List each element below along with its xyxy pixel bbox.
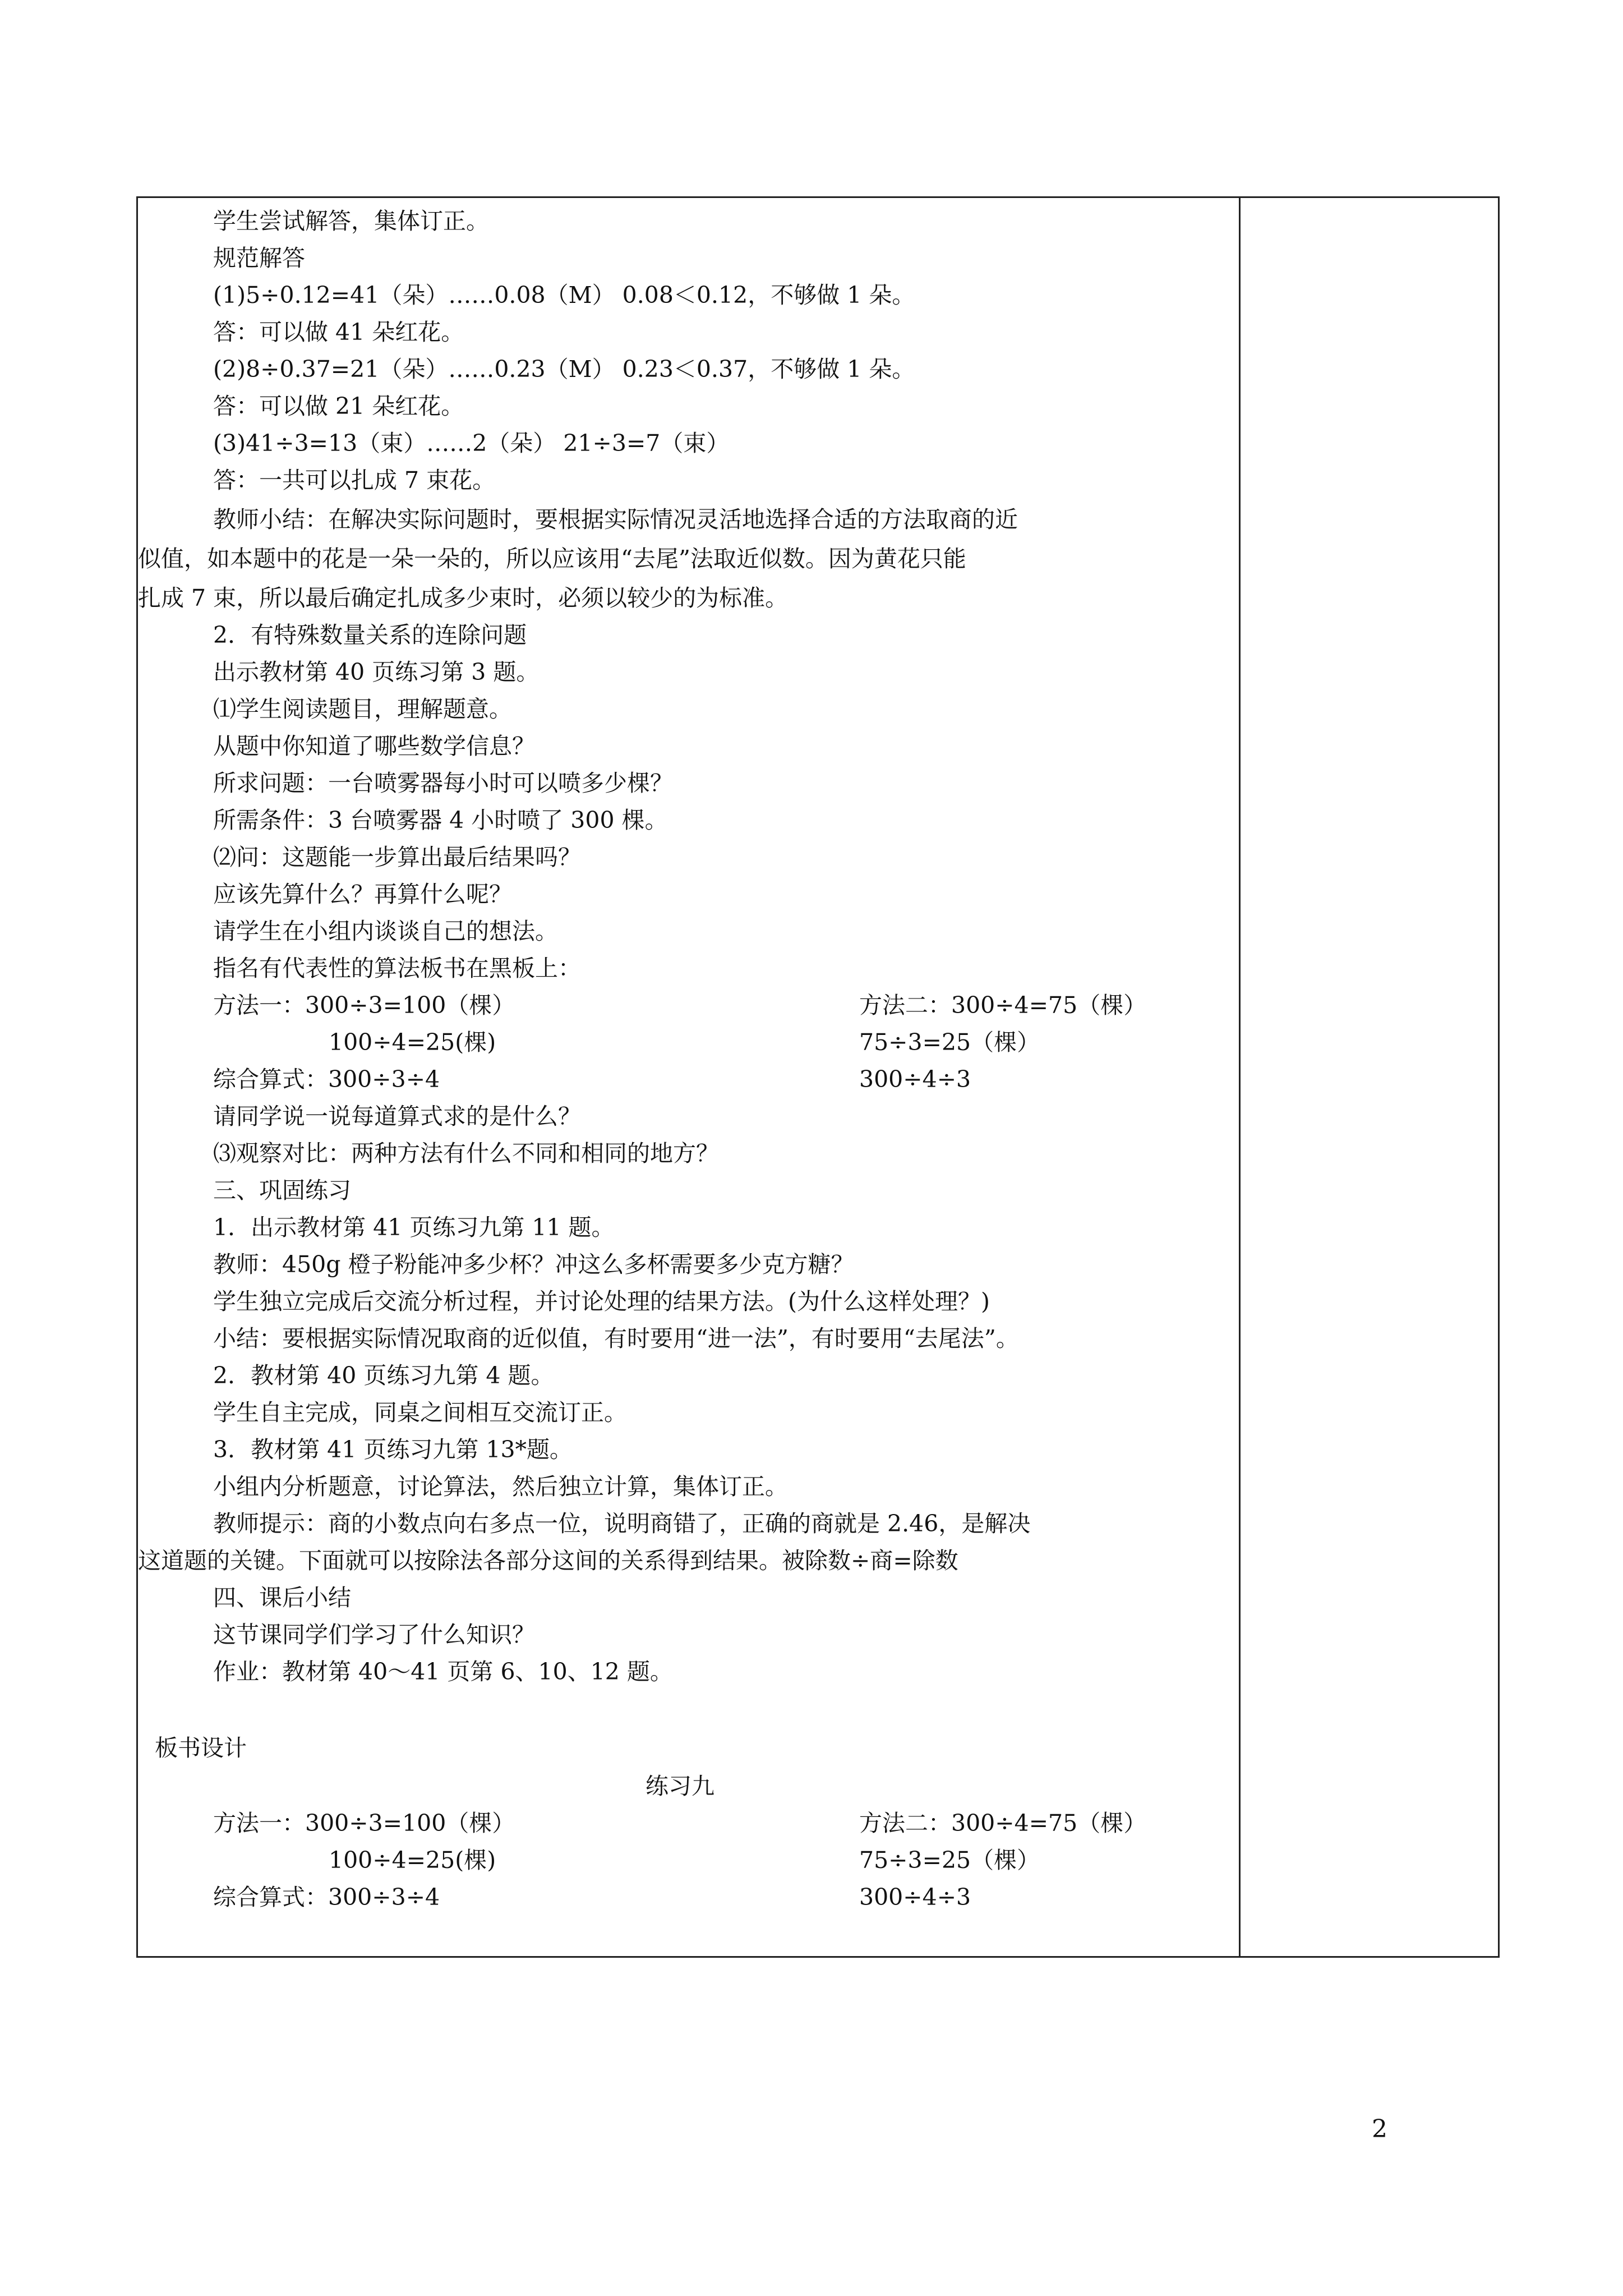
text-line: 规范解答 xyxy=(213,245,305,272)
text-line: 教师：450g 橙子粉能冲多少杯？冲这么多杯需要多少克方糖？ xyxy=(213,1251,854,1278)
text-line: 2．教材第 40 页练习九第 4 题。 xyxy=(213,1362,554,1389)
text-line: 小组内分析题意，讨论算法，然后独立计算，集体订正。 xyxy=(213,1473,788,1500)
text-line: 请同学说一说每道算式求的是什么？ xyxy=(213,1103,581,1130)
text-line: 这节课同学们学习了什么知识？ xyxy=(213,1621,535,1648)
board-method-one: 方法一：300÷3=100（棵） xyxy=(213,1810,515,1837)
text-line: 小结：要根据实际情况取商的近似值，有时要用“进一法”，有时要用“去尾法”。 xyxy=(213,1325,1019,1352)
text-line: 答：可以做 21 朵红花。 xyxy=(213,393,464,420)
section-heading: 四、课后小结 xyxy=(213,1584,351,1611)
column-divider xyxy=(1239,198,1241,1956)
method-one-step: 100÷4=25(棵) xyxy=(329,1029,496,1056)
text-line: 学生独立完成后交流分析过程，并讨论处理的结果方法。(为什么这样处理？) xyxy=(213,1288,990,1315)
text-line: 请学生在小组内谈谈自己的想法。 xyxy=(213,918,558,945)
combined-formula-one: 综合算式：300÷3÷4 xyxy=(213,1066,440,1093)
text-line: ⑶观察对比：两种方法有什么不同和相同的地方？ xyxy=(213,1140,719,1167)
combined-formula-two: 300÷4÷3 xyxy=(859,1066,971,1093)
text-line: 这道题的关键。下面就可以按除法各部分这间的关系得到结果。被除数÷商=除数 xyxy=(138,1547,958,1574)
section-heading: 三、巩固练习 xyxy=(213,1177,351,1204)
text-line: 从题中你知道了哪些数学信息？ xyxy=(213,733,535,760)
text-line: ⑵问：这题能一步算出最后结果吗？ xyxy=(213,844,581,871)
text-line: 学生自主完成，同桌之间相互交流订正。 xyxy=(213,1399,627,1426)
text-line: (2)8÷0.37=21（朵）……0.23（M） 0.23＜0.37，不够做 1 朵。 xyxy=(213,356,915,383)
text-line: 答：一共可以扎成 7 束花。 xyxy=(213,467,496,494)
text-line: 指名有代表性的算法板书在黑板上： xyxy=(213,955,581,982)
board-method-one-step: 100÷4=25(棵) xyxy=(329,1847,496,1874)
text-line: 所求问题：一台喷雾器每小时可以喷多少棵？ xyxy=(213,770,673,797)
text-line: 2．有特殊数量关系的连除问题 xyxy=(213,622,527,648)
text-line: 教师小结：在解决实际问题时，要根据实际情况灵活地选择合适的方法取商的近 xyxy=(213,506,1018,533)
board-combined-one: 综合算式：300÷3÷4 xyxy=(213,1884,440,1911)
page-number: 2 xyxy=(1372,2115,1387,2143)
board-design-label: 板书设计 xyxy=(155,1734,247,1761)
text-line: 教师提示：商的小数点向右多点一位，说明商错了，正确的商就是 2.46，是解决 xyxy=(213,1510,1031,1537)
text-line: 扎成 7 束，所以最后确定扎成多少束时，必须以较少的为标准。 xyxy=(138,585,789,611)
board-method-two-step: 75÷3=25（棵） xyxy=(859,1847,1040,1874)
lesson-table xyxy=(136,196,1500,1958)
text-line: ⑴学生阅读题目，理解题意。 xyxy=(213,696,512,723)
text-line: 应该先算什么？再算什么呢？ xyxy=(213,881,512,908)
text-line: 3．教材第 41 页练习九第 13*题。 xyxy=(213,1436,573,1463)
text-line: 作业：教材第 40～41 页第 6、10、12 题。 xyxy=(213,1658,673,1685)
method-one-line: 方法一：300÷3=100（棵） xyxy=(213,992,515,1019)
board-title: 练习九 xyxy=(645,1773,714,1800)
board-combined-two: 300÷4÷3 xyxy=(859,1884,971,1911)
method-two-step: 75÷3=25（棵） xyxy=(859,1029,1040,1056)
text-line: 似值，如本题中的花是一朵一朵的，所以应该用“去尾”法取近似数。因为黄花只能 xyxy=(138,545,966,572)
text-line: 答：可以做 41 朵红花。 xyxy=(213,319,464,346)
board-method-two: 方法二：300÷4=75（棵） xyxy=(859,1810,1147,1837)
text-line: 所需条件：3 台喷雾器 4 小时喷了 300 棵。 xyxy=(213,807,668,834)
text-line: (1)5÷0.12=41（朵）……0.08（M） 0.08＜0.12，不够做 1 朵。 xyxy=(213,282,915,309)
text-line: (3)41÷3=13（束）……2（朵） 21÷3=7（束） xyxy=(213,430,730,457)
method-two-line: 方法二：300÷4=75（棵） xyxy=(859,992,1147,1019)
text-line: 出示教材第 40 页练习第 3 题。 xyxy=(213,659,540,685)
text-line: 1．出示教材第 41 页练习九第 11 题。 xyxy=(213,1214,615,1241)
text-line: 学生尝试解答，集体订正。 xyxy=(213,208,489,234)
